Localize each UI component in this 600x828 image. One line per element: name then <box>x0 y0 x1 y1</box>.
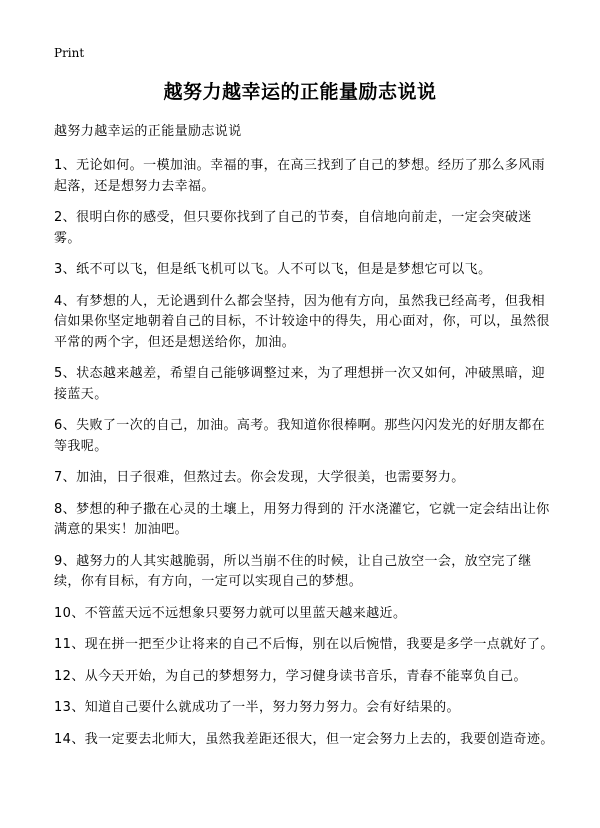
paragraph: 11、现在拼一把至少让将来的自己不后悔，别在以后惋惜，我要是多学一点就好了。 <box>54 637 554 652</box>
paragraph: 7、加油，日子很难，但熬过去。你会发现，大学很美，也需要努力。 <box>54 470 465 485</box>
paragraph: 13、知道自己要什么就成功了一半，努力努力努力。会有好结果的。 <box>54 700 460 715</box>
document-title: 越努力越幸运的正能量励志说说 <box>163 81 437 103</box>
paragraph: 9、越努力的人其实越脆弱，所以当崩不住的时候，让自己放空一会，放空完了继续，你有目标，有方向，一定可以实现自己的梦想。 <box>54 553 532 589</box>
paragraph: 3、纸不可以飞，但是纸飞机可以飞。人不可以飞，但是是梦想它可以飞。 <box>54 262 492 277</box>
paragraph: 5、状态越来越差，希望自己能够调整过来，为了理想拼一次又如何，冲破黑暗，迎接蓝天。 <box>54 366 546 402</box>
paragraph: 12、从今天开始，为自己的梦想努力，学习健身读书音乐，青春不能辜负自己。 <box>54 668 527 684</box>
paragraph: 4、有梦想的人，无论遇到什么都会坚持，因为他有方向，虽然我已经高考，但我相信如果你坚定地朝着自己的目标，不计较途中的得失，用心面对，你，可以，虽然很平常的两个字，但还是想送给你，加油。 <box>54 293 550 350</box>
paragraph: 8、梦想的种子撒在心灵的土壤上，用努力得到的 汗水浇灌它，它就一定会结出让你满意的果实！加油吧。 <box>54 501 550 537</box>
document-subtitle: 越努力越幸运的正能量励志说说 <box>54 124 242 139</box>
document-body <box>54 122 554 761</box>
print-link[interactable]: Print <box>54 46 85 60</box>
paragraph: 6、失败了一次的自己，加油。高考。我知道你很棒啊。那些闪闪发光的好朋友都在等我呢。 <box>54 418 546 454</box>
paragraph: 14、我一定要去北师大，虽然我差距还很大，但一定会努力上去的，我要创造奇迹。 <box>54 731 554 747</box>
paragraph: 2、很明白你的感受，但只要你找到了自己的节奏，自信地向前走，一定会突破迷雾。 <box>54 210 532 246</box>
paragraph: 1、无论如何。一模加油。幸福的事，在高三找到了自己的梦想。经历了那么多风雨起落，还是想努力去幸福。 <box>54 158 546 194</box>
paragraph: 10、不管蓝天远不远想象只要努力就可以里蓝天越来越近。 <box>54 605 407 621</box>
